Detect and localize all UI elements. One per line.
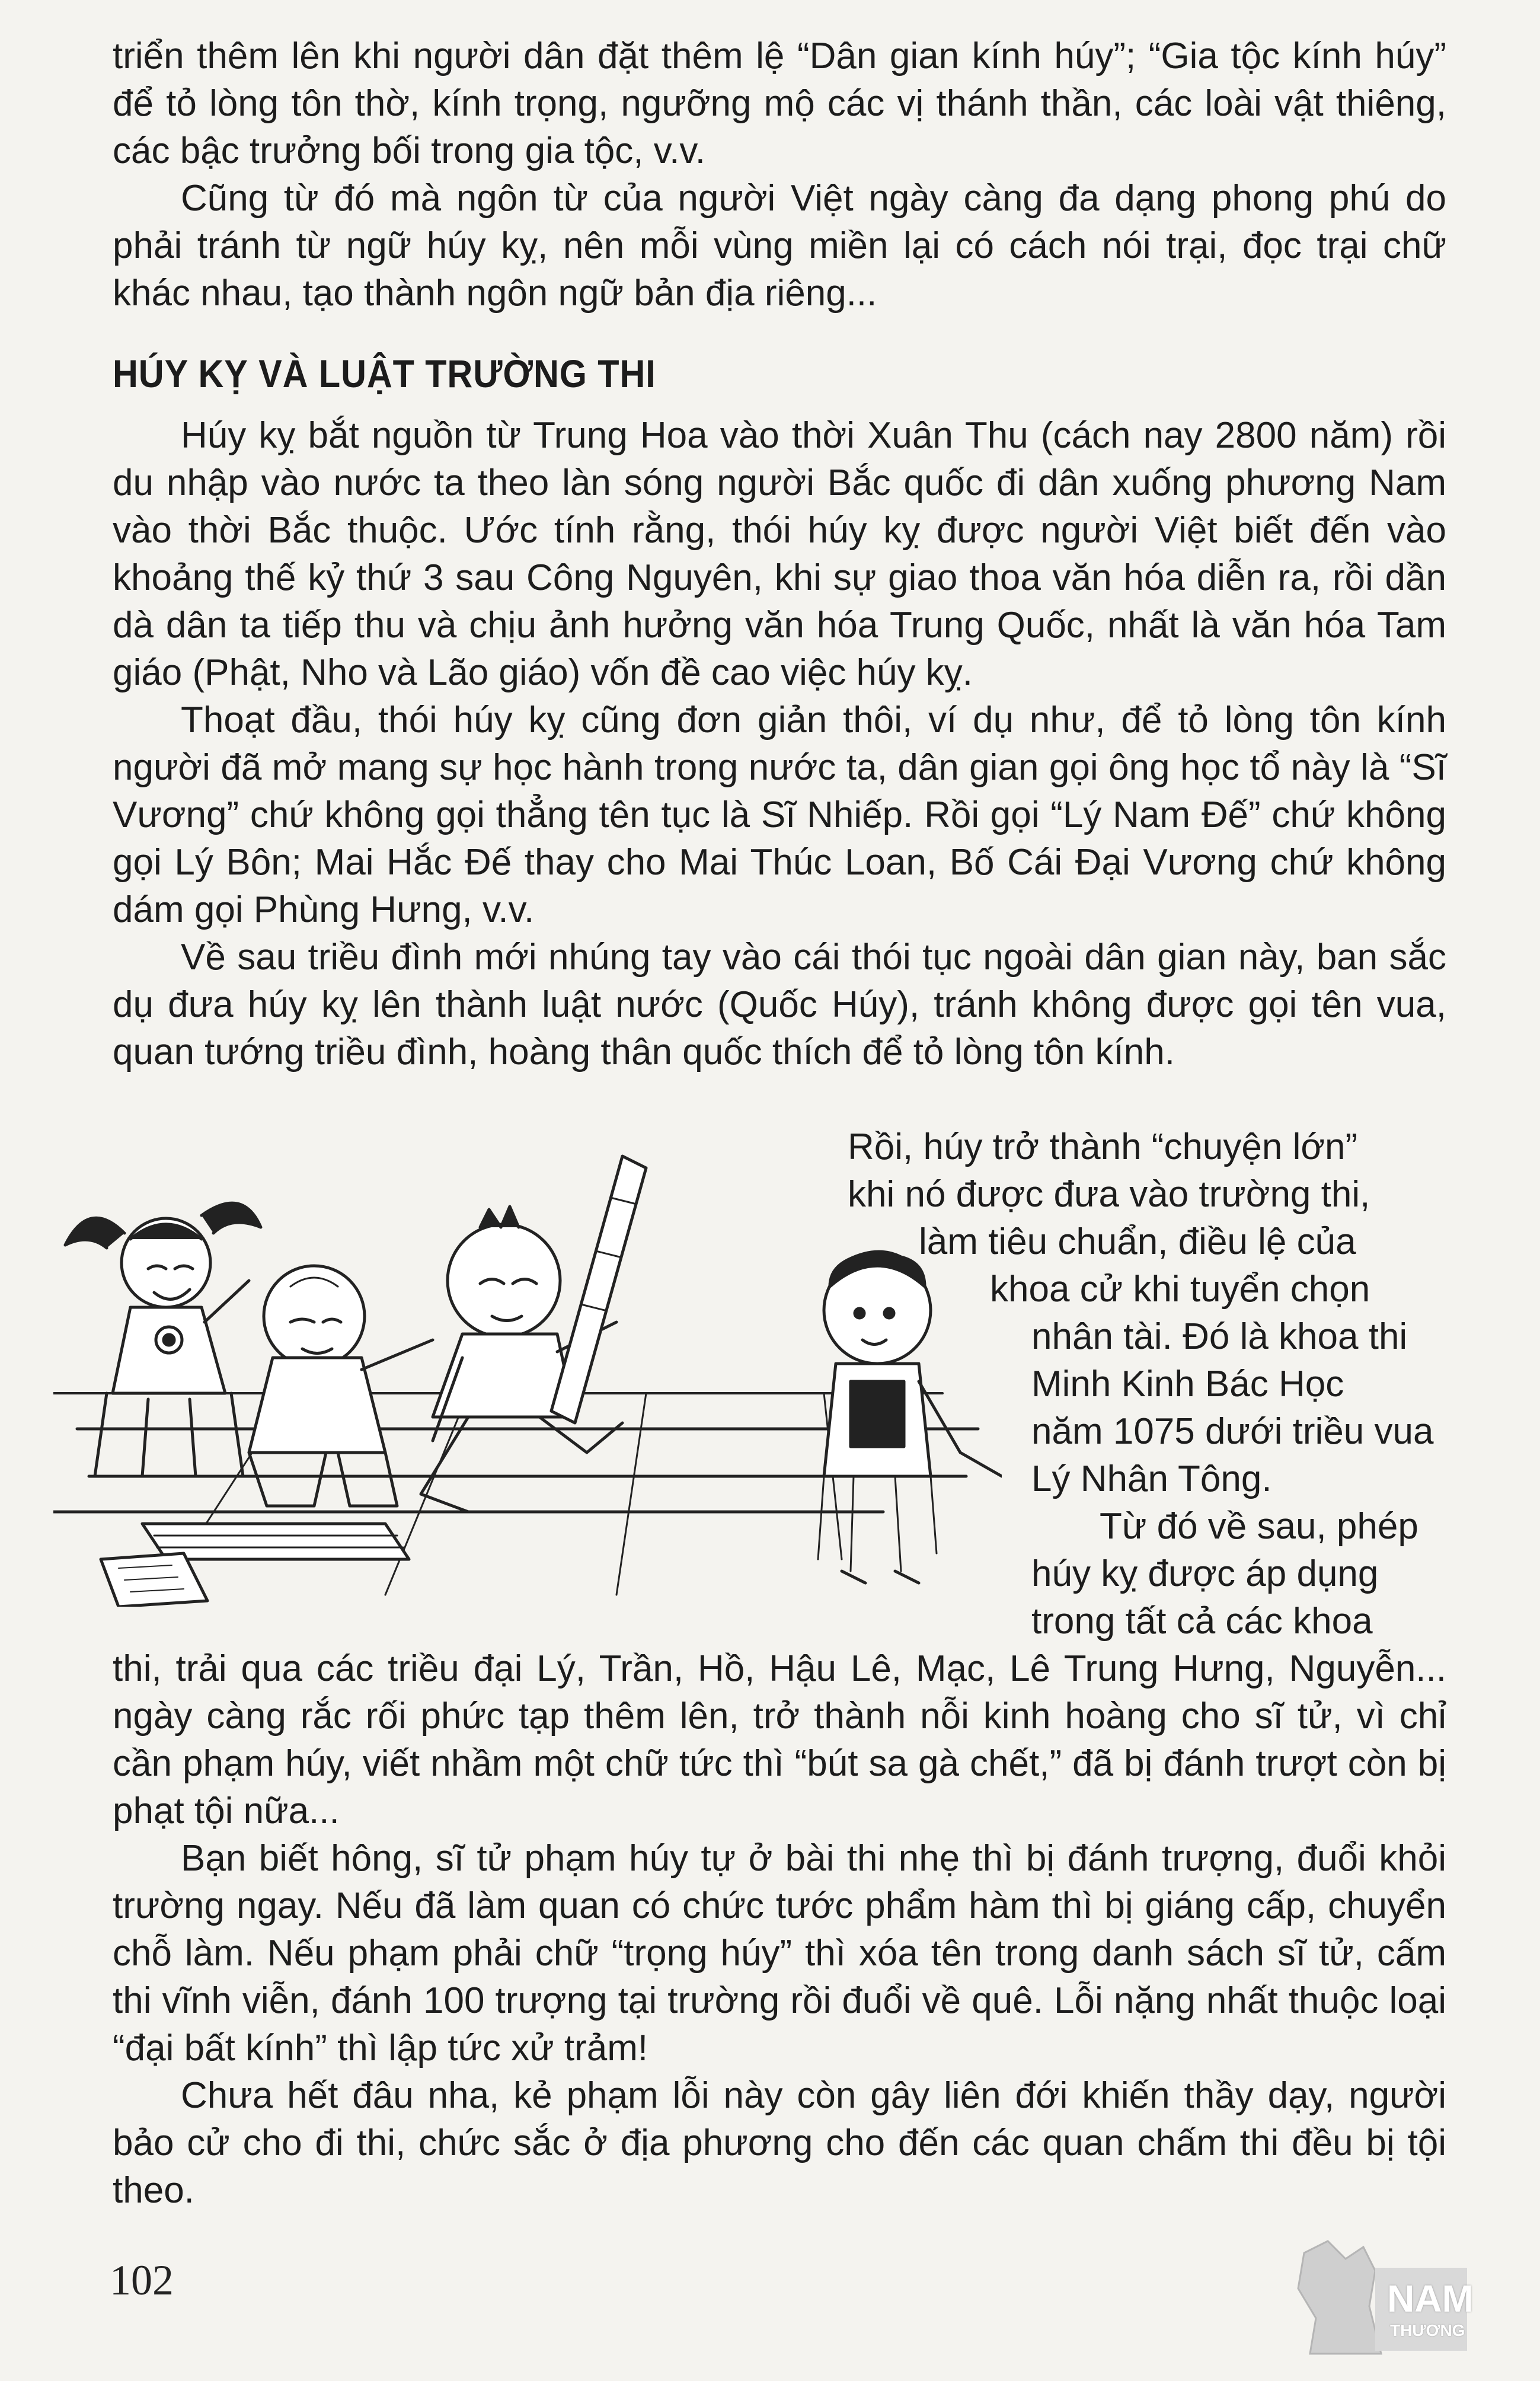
- wrap-line: Từ đó về sau, phép: [1100, 1506, 1418, 1547]
- top-text-block: [113, 33, 1446, 317]
- publisher-logo-text: NAM: [1387, 2277, 1474, 2320]
- wrap-line: Lý Nhân Tông.: [1031, 1458, 1272, 1499]
- section-heading-block: [113, 350, 1446, 397]
- wrap-line: Rồi, húy trở thành “chuyện lớn”: [848, 1126, 1358, 1167]
- middle-text-block: [113, 412, 1446, 1076]
- paragraph: Húy kỵ bắt nguồn từ Trung Hoa vào thời Xuân Thu (cách nay 2800 năm) rồi du nhập vào nước ta theo làn sóng người Bắc quốc đi dân xuống phương Nam vào thời Bắc thuộc. Ước tính rằng, thói húy kỵ được người Việt biết đến vào khoảng thế kỷ thứ 3 sau Công Nguyên, khi sự giao thoa văn hóa diễn ra, rồi dần dà dân ta tiếp thu và chịu ảnh hưởng văn hóa Trung Quốc, nhất là văn hóa Tam giáo (Phật, Nho và Lão giáo) vốn đề cao việc húy kỵ.: [113, 415, 1446, 693]
- paragraph: Cũng từ đó mà ngôn từ của người Việt ngày càng đa dạng phong phú do phải tránh từ ngữ húy kỵ, nên mỗi vùng miền lại có cách nói trại, đọc trại chữ khác nhau, tạo thành ngôn ngữ bản địa riêng...: [113, 178, 1446, 314]
- wrap-line: nhân tài. Đó là khoa thi: [1031, 1316, 1408, 1357]
- paragraph: Bạn biết hông, sĩ tử phạm húy tự ở bài thi nhẹ thì bị đánh trượng, đuổi khỏi trường ngay. Nếu đã làm quan có chức tước phẩm hàm thì bị giáng cấp, chuyển chỗ làm. Nếu phạm phải chữ “trọng húy” thì xóa tên trong danh sách sĩ tử, cấm thi vĩnh viễn, đánh 100 trượng tại trường rồi đuổi về quê. Lỗi nặng nhất thuộc loại “đại bất kính” thì lập tức xử trảm!: [113, 1838, 1446, 2069]
- publisher-logo-subtext: THƯƠNG: [1390, 2321, 1465, 2339]
- paragraph: triển thêm lên khi người dân đặt thêm lệ “Dân gian kính húy”; “Gia tộc kính húy” để tỏ lòng tôn thờ, kính trọng, ngưỡng mộ các vị thánh thần, các loài vật thiêng, các bậc trưởng bối trong gia tộc, v.v.: [113, 36, 1446, 171]
- paragraph: Chưa hết đâu nha, kẻ phạm lỗi này còn gây liên đới khiến thầy dạy, người bảo cử cho đi thi, chức sắc ở địa phương cho đến các quan chấm thi đều bị tội theo.: [113, 2075, 1446, 2211]
- wrap-line: khi nó được đưa vào trường thi,: [848, 1174, 1370, 1215]
- bottom-text-block: [113, 1645, 1446, 2214]
- section-heading: HÚY KỴ VÀ LUẬT TRƯỜNG THI: [113, 352, 656, 395]
- paragraph: Thoạt đầu, thói húy kỵ cũng đơn giản thôi, ví dụ như, để tỏ lòng tôn kính người đã mở mang sự học hành trong nước ta, dân gian gọi ông học tổ này là “Sĩ Vương” chứ không gọi thẳng tên tục là Sĩ Nhiếp. Rồi gọi “Lý Nam Đế” chứ không gọi Lý Bôn; Mai Hắc Đế thay cho Mai Thúc Loan, Bố Cái Đại Vương chứ không dám gọi Phùng Hưng, v.v.: [113, 700, 1446, 930]
- paragraph: thi, trải qua các triều đại Lý, Trần, Hồ, Hậu Lê, Mạc, Lê Trung Hưng, Nguyễn... ngày càng rắc rối phức tạp thêm lên, trở thành nỗi kinh hoàng cho sĩ tử, vì chỉ cần phạm húy, viết nhầm một chữ tức thì “bút sa gà chết,” đã bị đánh trượt còn bị phạt tội nữa...: [113, 1648, 1446, 1831]
- wrap-line: húy kỵ được áp dụng: [1031, 1553, 1379, 1594]
- wrap-line: khoa cử khi tuyển chọn: [990, 1269, 1370, 1310]
- wrap-line: năm 1075 dưới triều vua: [1031, 1411, 1434, 1452]
- paragraph: Về sau triều đình mới nhúng tay vào cái thói tục ngoài dân gian này, ban sắc dụ đưa húy kỵ lên thành luật nước (Quốc Húy), tránh không được gọi tên vua, quan tướng triều đình, hoàng thân quốc thích để tỏ lòng tôn kính.: [113, 937, 1446, 1073]
- cartoon-illustration: [53, 1144, 1002, 1607]
- wrap-line: làm tiêu chuẩn, điều lệ của: [919, 1221, 1356, 1262]
- wrap-line: Minh Kinh Bác Học: [1031, 1364, 1344, 1405]
- page-number: 102: [110, 2256, 174, 2304]
- wrap-line: trong tất cả các khoa: [1031, 1601, 1373, 1642]
